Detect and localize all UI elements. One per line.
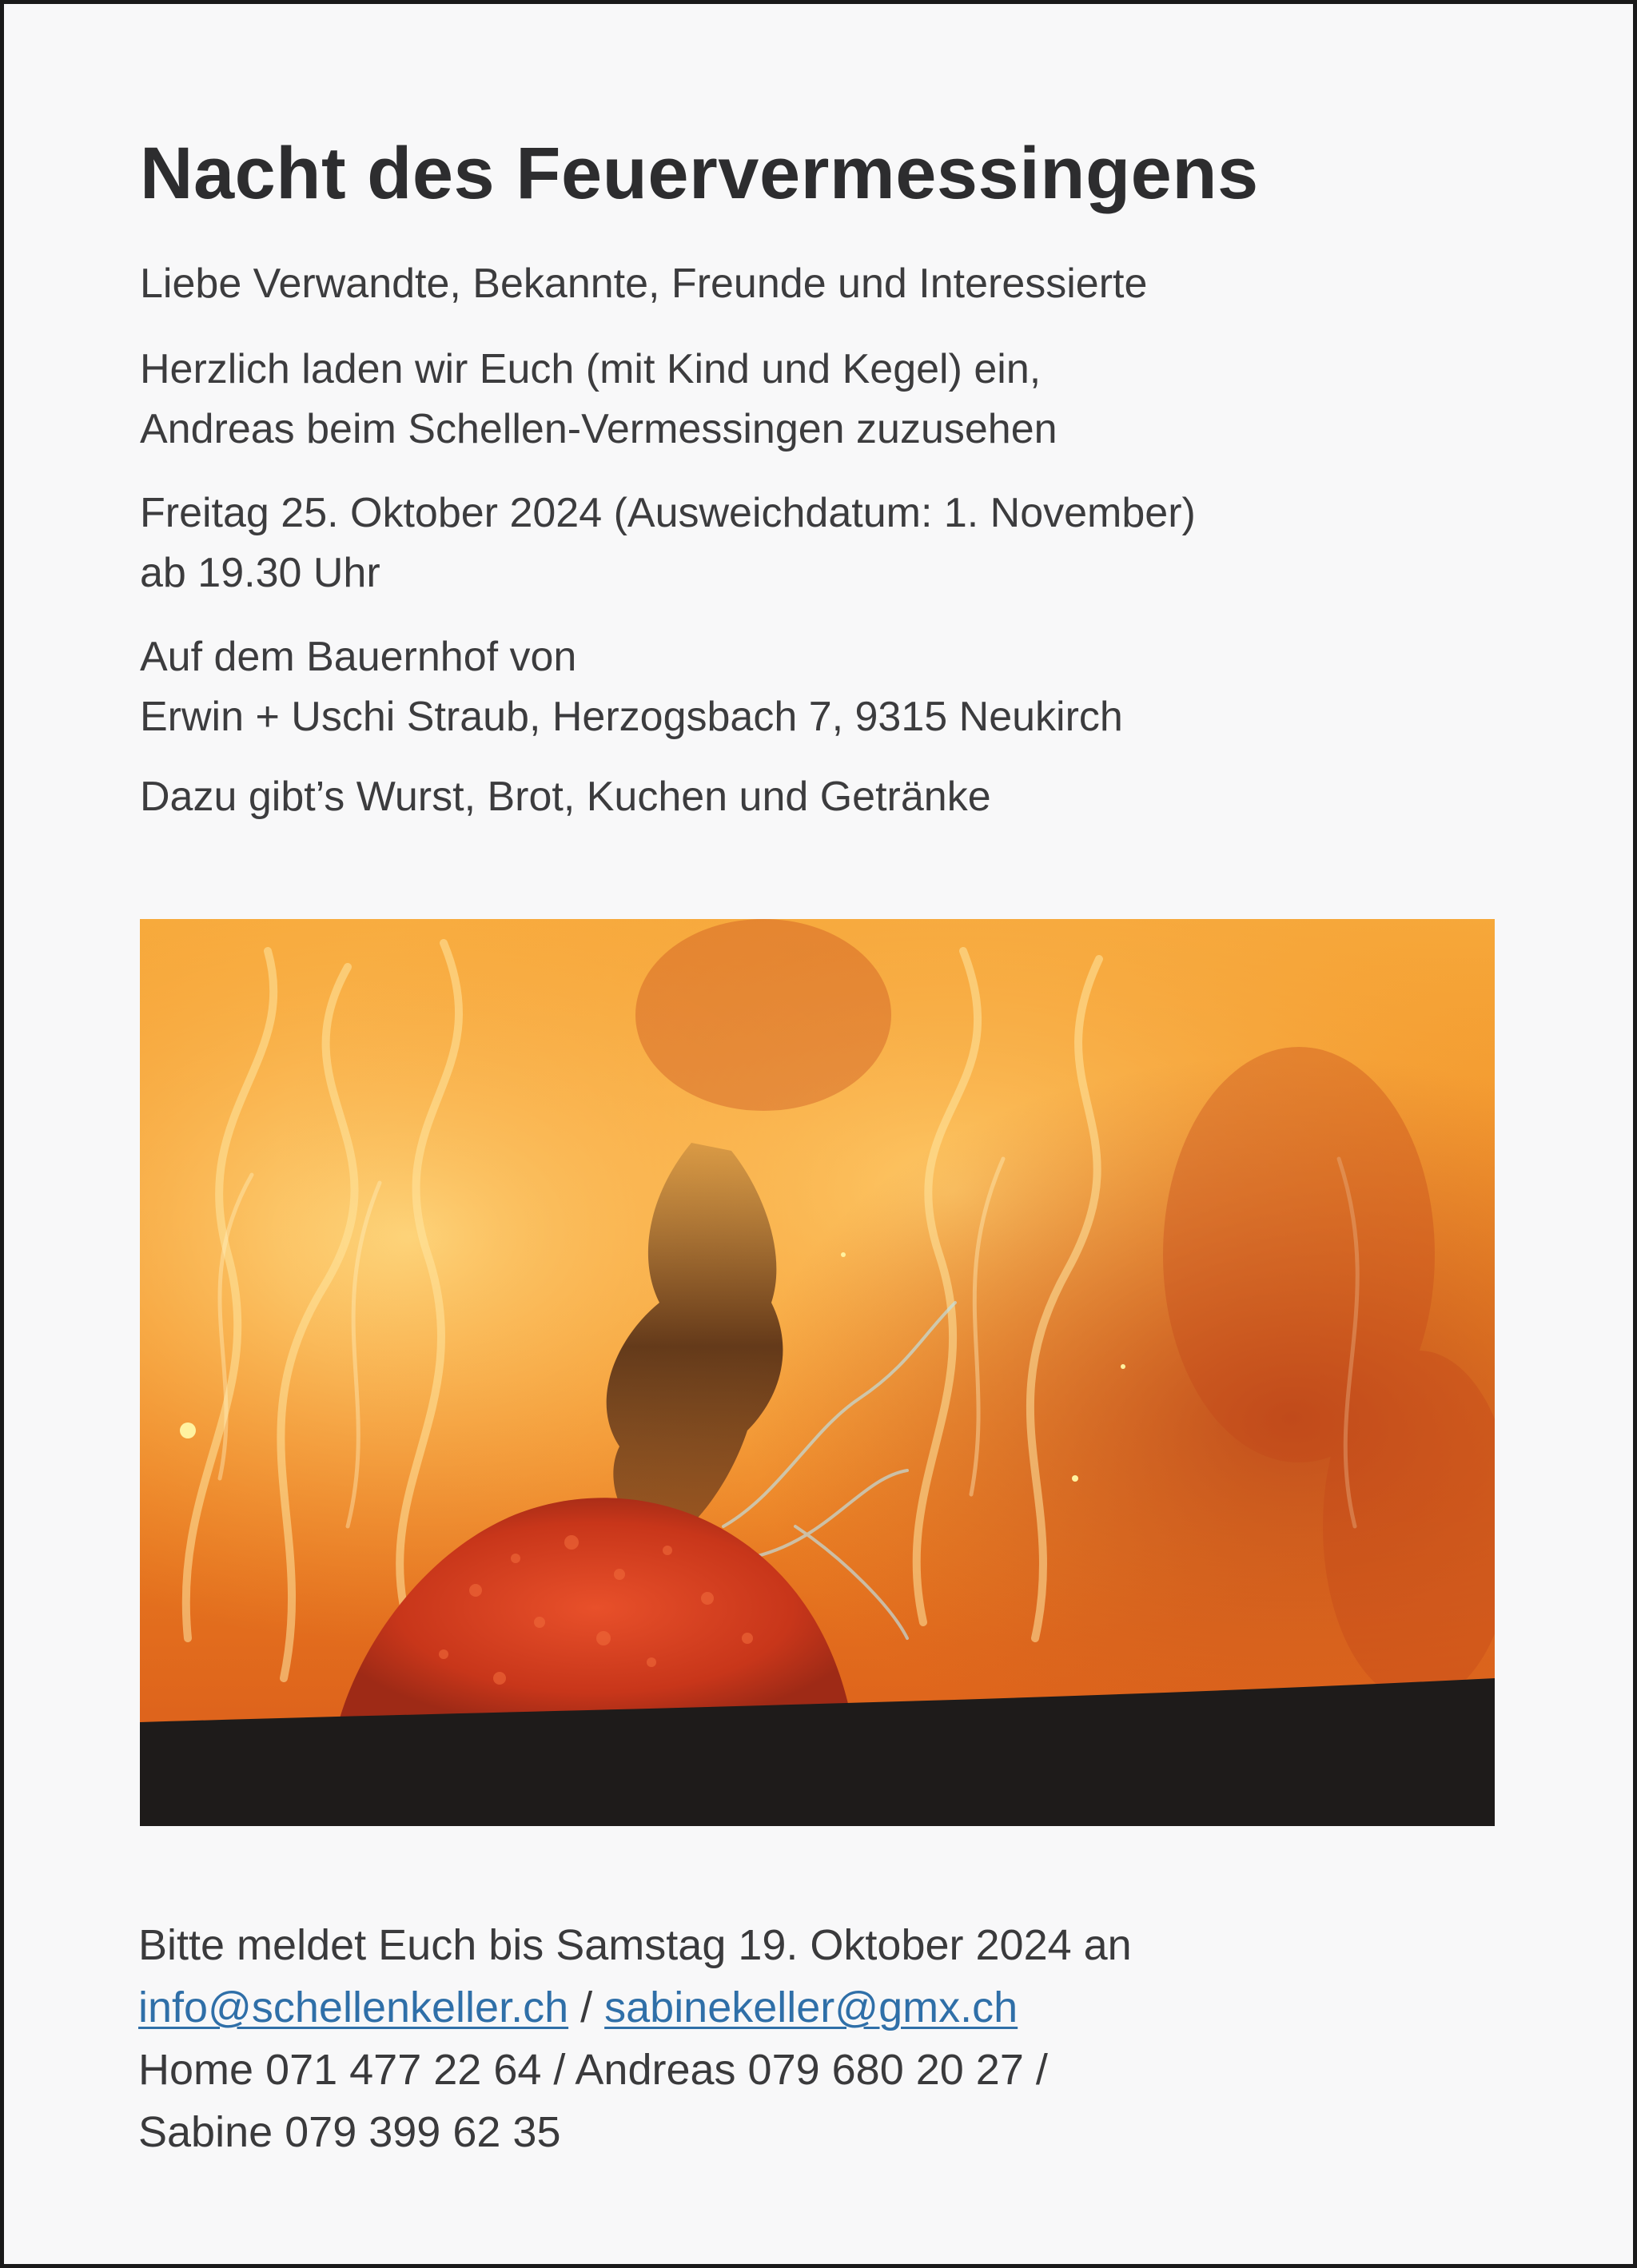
food-text: Dazu gibt’s Wurst, Brot, Kuchen und Getränke — [140, 774, 991, 820]
invitation-line-1: Herzlich laden wir Euch (mit Kind und Kegel) ein, — [140, 346, 1042, 392]
event-time-line: ab 19.30 Uhr — [140, 550, 380, 596]
page-title: Nacht des Feuervermessingens — [140, 133, 1259, 214]
event-date-text — [140, 483, 1196, 603]
registration-deadline: Bitte meldet Euch bis Samstag 19. Oktober 2024 an — [138, 1921, 1132, 1969]
invitation-text — [140, 340, 1057, 460]
registration-section — [138, 1914, 1132, 2163]
email-separator: / — [568, 1984, 605, 2031]
fire-flames-image — [140, 919, 1495, 1826]
location-line-1: Auf dem Bauernhof von — [140, 634, 577, 680]
invitation-line-2: Andreas beim Schellen-Vermessingen zuzusehen — [140, 406, 1057, 452]
phone-line-2: Sabine 079 399 62 35 — [138, 2108, 561, 2156]
location-text — [140, 627, 1123, 747]
phone-line-1: Home 071 477 22 64 / Andreas 079 680 20 27 / — [138, 2046, 1048, 2094]
greeting-text: Liebe Verwandte, Bekannte, Freunde und Interessierte — [140, 261, 1148, 307]
email-link-sabine[interactable]: sabinekeller@gmx.ch — [604, 1984, 1018, 2031]
email-line — [138, 1976, 1132, 2039]
location-address: Erwin + Uschi Straub, Herzogsbach 7, 9315 Neukirch — [140, 694, 1123, 740]
email-link-info[interactable]: info@schellenkeller.ch — [138, 1984, 569, 2031]
event-date-line-1: Freitag 25. Oktober 2024 (Ausweichdatum: 1. November) — [140, 490, 1196, 536]
fire-flames-photo — [140, 919, 1495, 1826]
